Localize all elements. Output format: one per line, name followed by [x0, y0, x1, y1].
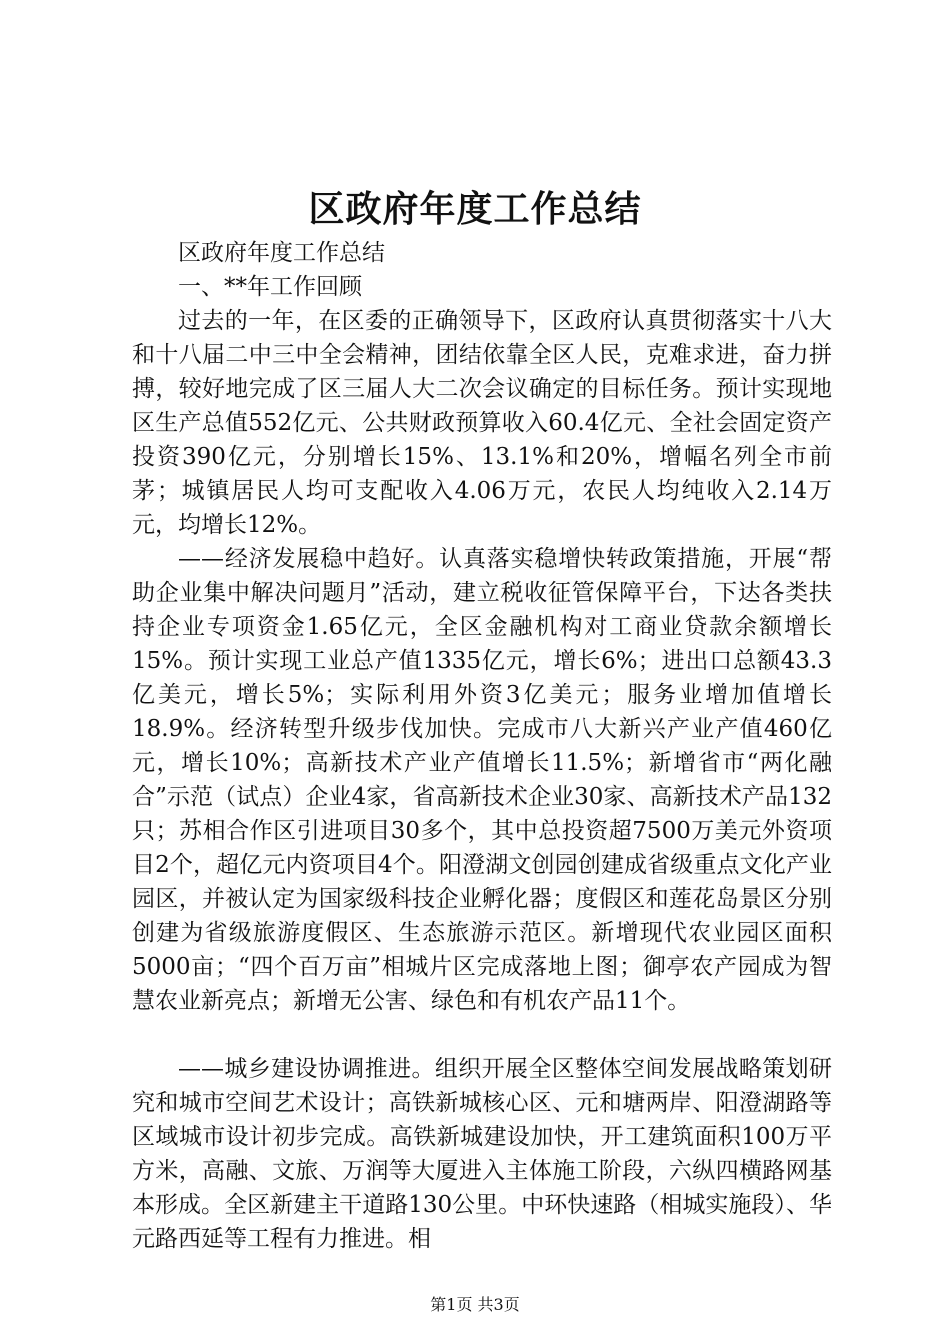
page-footer: 第1页 共3页 — [430, 1295, 520, 1314]
document-title: 区政府年度工作总结 — [308, 188, 642, 230]
document-body — [132, 236, 832, 1256]
body-paragraph-section: 一、**年工作回顾 — [178, 274, 362, 300]
body-paragraph-urban: ——城乡建设协调推进。组织开展全区整体空间发展战略策划研究和城市空间艺术设计；高铁新城核心区、元和塘两岸、阳澄湖路等区域城市设计初步完成。高铁新城建设加快，开工建筑面积100万平方米，高融、文旅、万润等大厦进入主体施工阶段，六纵四横路网基本形成。全区新建主干道路130公里。中环快速路（相城实施段）、华元路西延等工程有力推进。相 — [132, 1056, 832, 1252]
body-paragraph-economy: ——经济发展稳中趋好。认真落实稳增快转政策措施，开展“帮助企业集中解决问题月”活动，建立税收征管保障平台，下达各类扶持企业专项资金1.65亿元，全区金融机构对工商业贷款余额增长15%。预计实现工业总产值1335亿元，增长6%；进出口总额43.3亿美元，增长5%；实际利用外资3亿美元；服务业增加值增长18.9%。经济转型升级步伐加快。完成市八大新兴产业产值460亿元，增长10%；高新技术产业产值增长11.5%；新增省市“两化融合”示范（试点）企业4家，省高新技术企业30家、高新技术产品132只；苏相合作区引进项目30多个，其中总投资超7500万美元外资项目2个，超亿元内资项目4个。阳澄湖文创园创建成省级重点文化产业园区，并被认定为国家级科技企业孵化器；度假区和莲花岛景区分别创建为省级旅游度假区、生态旅游示范区。新增现代农业园区面积5000亩；“四个百万亩”相城片区完成落地上图；御亭农产园成为智慧农业新亮点；新增无公害、绿色和有机农产品11个。 — [132, 546, 832, 1014]
body-paragraph-review: 过去的一年，在区委的正确领导下，区政府认真贯彻落实十八大和十八届二中三中全会精神，团结依靠全区人民，克难求进，奋力拼搏，较好地完成了区三届人大二次会议确定的目标任务。预计实现地区生产总值552亿元、公共财政预算收入60.4亿元、全社会固定资产投资390亿元，分别增长15%、13.1%和20%，增幅名列全市前茅；城镇居民人均可支配收入4.06万元，农民人均纯收入2.14万元，均增长12%。 — [132, 308, 832, 538]
body-paragraph-heading: 区政府年度工作总结 — [178, 240, 385, 266]
